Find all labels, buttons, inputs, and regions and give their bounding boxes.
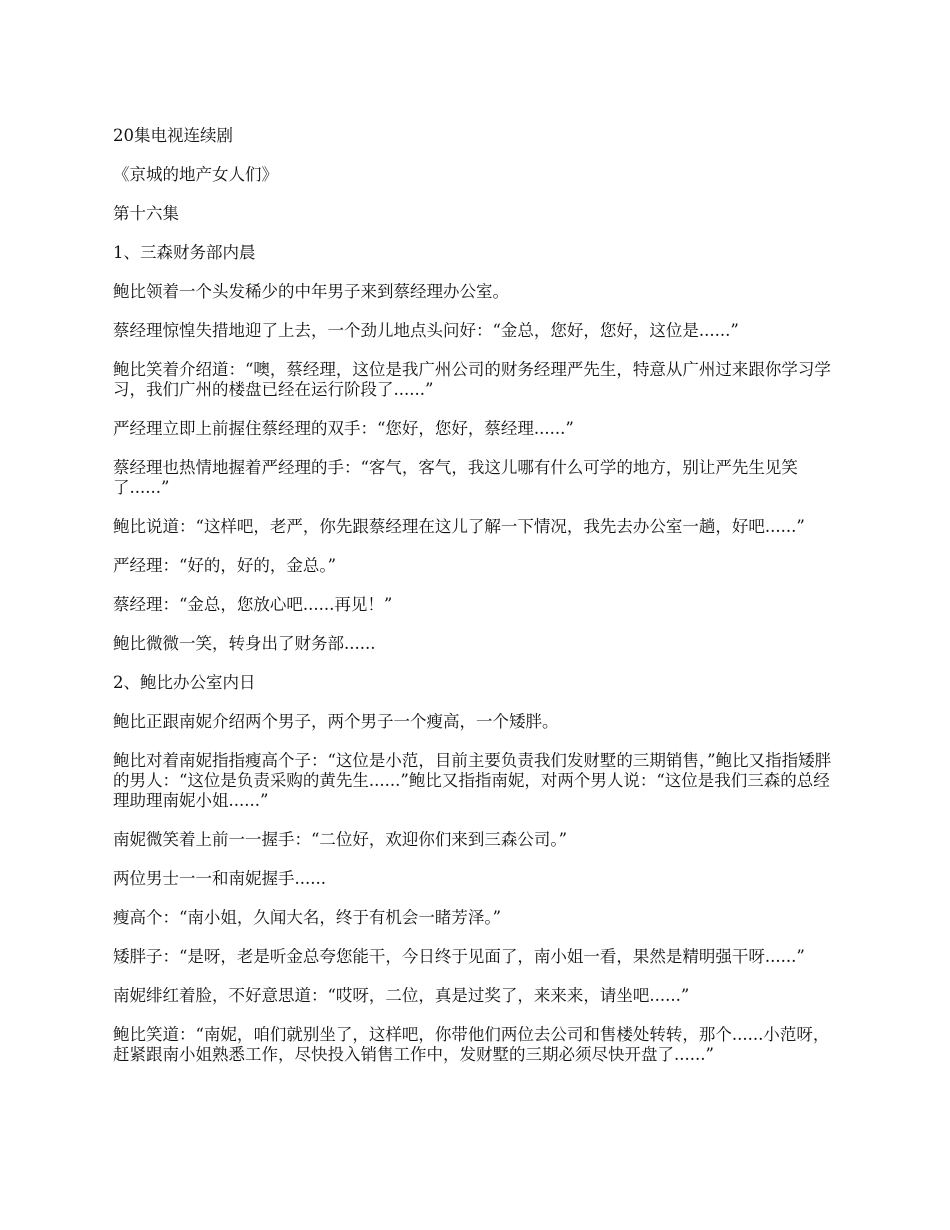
document-body xyxy=(113,126,840,1084)
script-paragraph: 鲍比说道：“这样吧，老严，你先跟蔡经理在这儿了解一下情况，我先去办公室一趟，好吧......” xyxy=(113,517,805,536)
script-paragraph: 矮胖子：“是呀，老是听金总夸您能干，今日终于见面了，南小姐一看，果然是精明强干呀......” xyxy=(113,947,805,966)
drama-title: 《京城的地产女人们》 xyxy=(113,165,278,184)
scene-heading-2: 2、鲍比办公室内日 xyxy=(113,673,256,692)
script-paragraph: 南妮微笑着上前一一握手：“二位好，欢迎你们来到三森公司。” xyxy=(113,830,568,849)
script-paragraph: 两位男士一一和南妮握手...... xyxy=(113,869,326,888)
script-paragraph: 鲍比领着一个头发稀少的中年男子来到蔡经理办公室。 xyxy=(113,282,509,301)
script-paragraph: 蔡经理惊惶失措地迎了上去，一个劲儿地点头问好：“金总，您好，您好，这位是......” xyxy=(113,321,739,340)
script-paragraph: 蔡经理也热情地握着严经理的手：“客气，客气，我这儿哪有什么可学的地方，别让严先生见笑了......” xyxy=(113,458,798,497)
script-paragraph: 瘦高个：“南小姐，久闻大名，终于有机会一睹芳泽。” xyxy=(113,908,502,927)
script-paragraph: 南妮绯红着脸，不好意思道：“哎呀，二位，真是过奖了，来来来，请坐吧......” xyxy=(113,986,690,1005)
script-paragraph: 严经理立即上前握住蔡经理的双手：“您好，您好，蔡经理......” xyxy=(113,419,574,438)
scene-heading-1: 1、三森财务部内晨 xyxy=(113,243,256,262)
episode-heading: 第十六集 xyxy=(113,204,179,223)
script-paragraph: 鲍比笑着介绍道：“噢，蔡经理，这位是我广州公司的财务经理严先生，特意从广州过来跟你学习学习，我们广州的楼盘已经在运行阶段了......” xyxy=(113,360,831,399)
script-paragraph: 蔡经理：“金总，您放心吧......再见！” xyxy=(113,595,393,614)
script-paragraph: 鲍比微微一笑，转身出了财务部...... xyxy=(113,634,376,653)
script-paragraph: 鲍比笑道：“南妮，咱们就别坐了，这样吧，你带他们两位去公司和售楼处转转，那个......小范呀，赶紧跟南小姐熟悉工作，尽快投入销售工作中，发财墅的三期必须尽快开盘了......” xyxy=(113,1025,830,1064)
script-paragraph: 鲍比正跟南妮介绍两个男子，两个男子一个瘦高，一个矮胖。 xyxy=(113,712,559,731)
script-paragraph: 严经理：“好的，好的，金总。” xyxy=(113,556,337,575)
series-heading: 20集电视连续剧 xyxy=(113,126,233,145)
script-paragraph: 鲍比对着南妮指指瘦高个子：“这位是小范，目前主要负责我们发财墅的三期销售，”鲍比又指指矮胖的男人：“这位是负责采购的黄先生......”鲍比又指指南妮，对两个男人说：“这位是我们三森的总经理助理南妮小姐......” xyxy=(113,751,832,810)
